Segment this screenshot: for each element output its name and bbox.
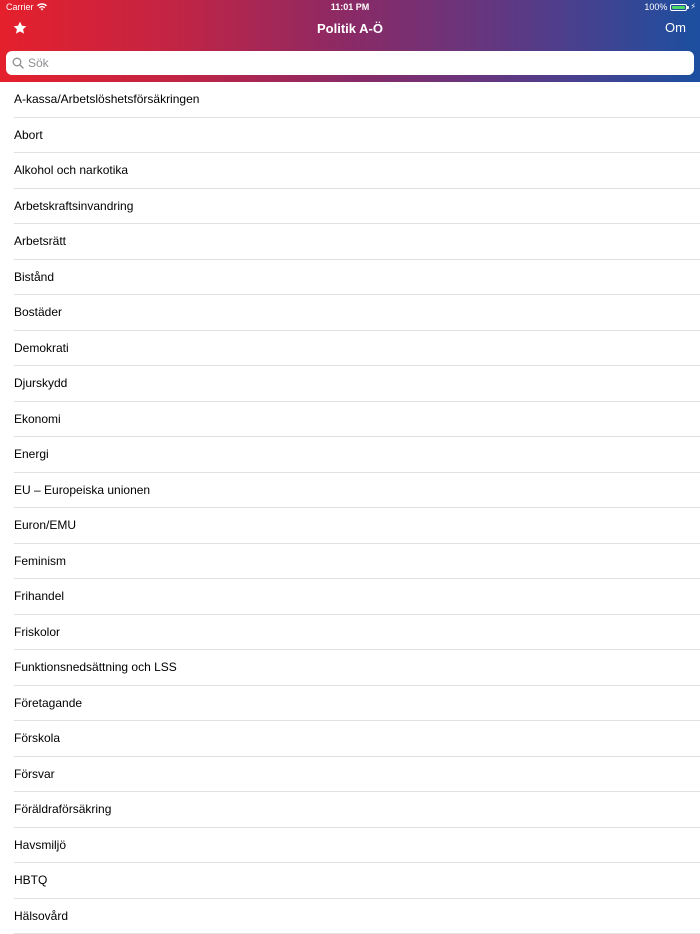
list-item-label: Arbetsrätt: [14, 234, 67, 248]
battery-icon: [670, 4, 687, 11]
list-item[interactable]: [0, 863, 700, 899]
list-item[interactable]: [0, 899, 700, 934]
list-item[interactable]: [0, 402, 700, 438]
list-item-label: EU – Europeiska unionen: [14, 482, 151, 497]
list-item-label: HBTQ: [14, 873, 48, 887]
charging-icon: ⚡: [690, 2, 696, 11]
list-item[interactable]: [0, 473, 700, 509]
list-item[interactable]: [0, 615, 700, 651]
list-item-label: Hälsovård: [14, 908, 69, 923]
list-item[interactable]: [0, 366, 700, 402]
list-item-label: Företagande: [14, 695, 83, 710]
list-item-label: Försvar: [14, 766, 55, 781]
list-item[interactable]: [0, 686, 700, 722]
status-bar: [0, 0, 700, 14]
list-item[interactable]: [0, 224, 700, 260]
battery-percent: 100%: [644, 2, 668, 12]
list-item-label: A-kassa/Arbetslöshetsförsäkringen: [14, 92, 200, 106]
list-item-label: Förskola: [14, 731, 61, 745]
list-item-label: Energi: [14, 447, 49, 461]
battery-fill: [672, 6, 685, 9]
list-item[interactable]: [0, 792, 700, 828]
list-item-label: Bistånd: [14, 269, 55, 284]
list-item-label: Friskolor: [14, 624, 61, 639]
list-item-label: Abort: [14, 127, 43, 142]
header: [0, 0, 700, 82]
list-item[interactable]: [0, 721, 700, 757]
list-item[interactable]: [0, 757, 700, 793]
list-item[interactable]: [0, 153, 700, 189]
list-item-label: Funktionsnedsättning och LSS: [14, 660, 177, 674]
list-item-label: Feminism: [14, 553, 67, 568]
list-item[interactable]: [0, 295, 700, 331]
list-item[interactable]: [0, 508, 700, 544]
list-item[interactable]: [0, 544, 700, 580]
status-time: 11:01 PM: [330, 2, 370, 12]
list-item[interactable]: [0, 82, 700, 118]
topic-list: [0, 82, 700, 934]
list-item-label: Demokrati: [14, 340, 69, 355]
search-input[interactable]: [28, 56, 668, 70]
list-item[interactable]: [0, 579, 700, 615]
list-item-label: Ekonomi: [14, 411, 61, 426]
about-button[interactable]: Om: [665, 20, 686, 35]
search-icon: [12, 57, 24, 69]
list-item-label: Frihandel: [14, 589, 65, 603]
list-item[interactable]: [0, 331, 700, 367]
list-item-label: Bostäder: [14, 305, 63, 319]
list-item-label: Havsmiljö: [14, 837, 67, 852]
list-item-label: Föräldraförsäkring: [14, 802, 112, 816]
list-item-label: Alkohol och narkotika: [14, 163, 129, 177]
list-item[interactable]: [0, 260, 700, 296]
list-item-label: Arbetskraftsinvandring: [14, 198, 134, 213]
carrier-label: Carrier: [6, 2, 34, 12]
battery-indicator: [644, 0, 696, 14]
page-title: Politik A-Ö: [317, 21, 383, 36]
list-item-label: Euron/EMU: [14, 518, 77, 532]
list-item-label: Djurskydd: [14, 376, 68, 390]
list-item[interactable]: [0, 189, 700, 225]
list-item[interactable]: [0, 437, 700, 473]
search-bar[interactable]: [6, 51, 694, 75]
list-item[interactable]: [0, 828, 700, 864]
navigation-bar: [0, 14, 700, 46]
list-item[interactable]: [0, 650, 700, 686]
list-item[interactable]: [0, 118, 700, 154]
